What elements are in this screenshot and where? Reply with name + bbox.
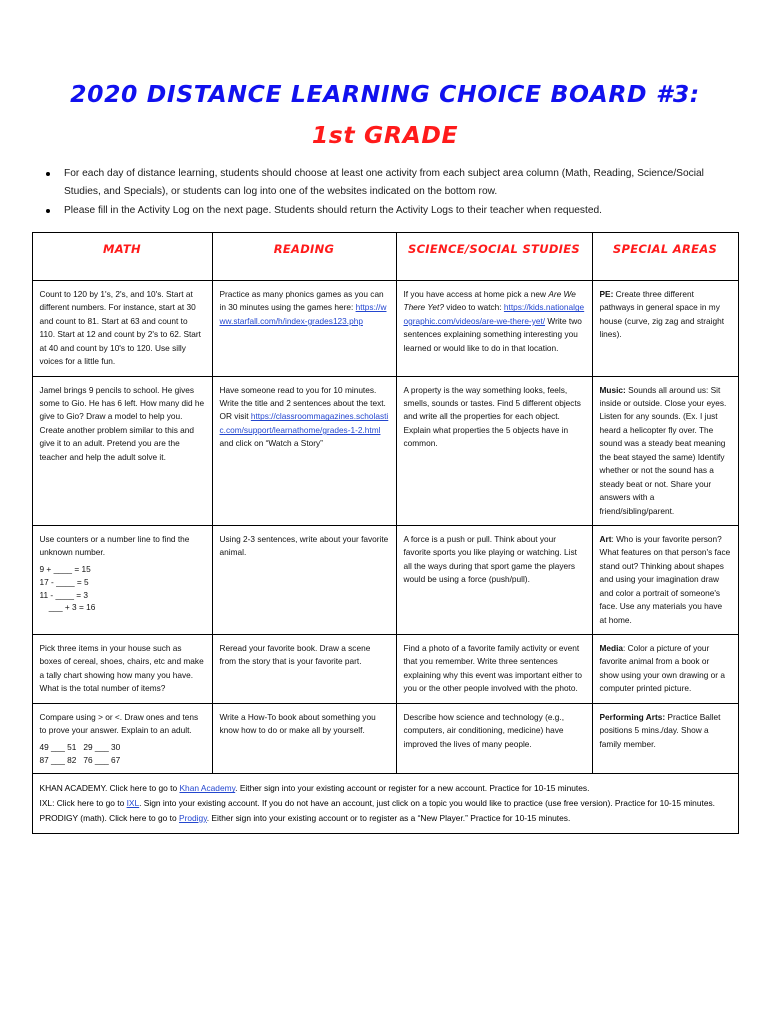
website-line-prodigy	[40, 811, 731, 826]
cell-science-3	[396, 525, 592, 634]
cell-text: Have someone read to you for 10 minutes. Write the title and 2 sentences about the text. OR visit	[219, 384, 386, 422]
choice-board-table	[32, 232, 739, 834]
cell-math-5	[32, 703, 212, 774]
equation: ___ + 3 = 16	[39, 602, 96, 613]
page-title: 2020 DISTANCE LEARNING CHOICE BOARD #3:	[70, 80, 700, 108]
cell-text: Create three different pathways in general space in my house (curve, zig zag and straight lines).	[599, 288, 725, 340]
cell-text: : Who is your favorite person? What features on that person's face stand out? Thinking about shapes and using your imagination draw and color a portrait of someone's face. Use any materials you have at home.	[599, 533, 731, 625]
cell-special-3	[592, 525, 738, 634]
column-header-special: SPECIAL AREAS	[592, 232, 738, 280]
ixl-link[interactable]: IXL	[126, 798, 140, 809]
cell-text: Using 2-3 sentences, write about your favorite animal.	[219, 533, 389, 558]
table-row	[32, 635, 738, 704]
table-row	[32, 525, 738, 634]
cell-special-1	[592, 280, 738, 376]
cell-text: Reread your favorite book. Draw a scene from the story that is your favorite part.	[219, 643, 371, 667]
cell-special-5	[592, 703, 738, 774]
cell-science-1	[396, 280, 592, 376]
comparison-list	[40, 741, 205, 767]
website-line-ixl	[40, 796, 731, 811]
cell-science-5	[396, 703, 592, 774]
table-row	[32, 703, 738, 774]
websites-cell	[32, 774, 738, 833]
instruction-item: Please fill in the Activity Log on the next page. Students should return the Activity Logs to their teacher when requested.	[44, 202, 742, 220]
starfall-link[interactable]: https://www.starfall.com/h/index-grades123.php	[219, 302, 387, 326]
khan-academy-link[interactable]: Khan Academy	[179, 783, 236, 794]
equation: 9 + ____ = 15	[39, 563, 91, 574]
cell-reading-4	[212, 635, 396, 704]
cell-text: Practice as many phonics games as you can in 30 minutes using the games here:	[219, 288, 384, 313]
column-header-reading: READING	[212, 232, 396, 280]
instruction-item: For each day of distance learning, students should choose at least one activity from each subject area column (Math, Reading, Science/Social Studies, and Specials), or students can log into one of the websites indicated on the bottom row.	[44, 165, 742, 200]
cell-reading-2	[212, 376, 396, 525]
scholastic-link[interactable]: https://classroommagazines.scholastic.com/support/learnathome/grades-1-2.html	[219, 411, 389, 435]
cell-text: : Color a picture of your favorite animal from a book or show using your own drawing or a computer printed picture.	[599, 643, 725, 694]
website-text: IXL: Click here to go to	[39, 798, 127, 809]
cell-science-2	[396, 376, 592, 525]
cell-reading-1	[212, 280, 396, 376]
cell-text: Write a How-To book about something you know how to do or make all by yourself.	[219, 711, 376, 736]
table-row	[32, 376, 738, 525]
comparison: 87 ___ 82 76 ___ 67	[39, 754, 121, 765]
cell-math-2	[32, 376, 212, 525]
cell-text: Find a photo of a favorite family activity or event that you remember. Write three sentences explaining why this event was important either to you or the other people involved with the photo.	[403, 643, 582, 694]
cell-reading-5	[212, 703, 396, 774]
cell-text: Describe how science and technology (e.g., computers, air conditioning, medicine) have improved the lives of many people.	[403, 711, 564, 749]
subject-label: Media	[599, 643, 624, 654]
subject-label: Performing Arts:	[599, 711, 666, 722]
column-header-science: SCIENCE/SOCIAL STUDIES	[396, 232, 592, 280]
cell-text: A force is a push or pull. Think about your favorite sports you like playing or watching. List all the ways during that sport game the players would be using a force (push/pull).	[403, 533, 577, 585]
table-row	[32, 280, 738, 376]
equation-list	[40, 563, 205, 614]
cell-text: If you have access at home pick a new	[403, 288, 549, 299]
prodigy-link[interactable]: Prodigy	[178, 812, 207, 823]
cell-math-1	[32, 280, 212, 376]
cell-special-4	[592, 635, 738, 704]
table-footer-row	[32, 774, 738, 833]
cell-text: Jamel brings 9 pencils to school. He gives some to Gio. He has 6 left. How many did he give to Gio? Draw a model to help you. Create another problem similar to this and give it to an adult. Pretend you are the teacher and help the adult solve it.	[39, 384, 205, 462]
cell-text: Pick three items in your house such as boxes of cereal, shoes, chairs, etc and make a tally chart showing how many you have. What is the total number of items?	[39, 643, 204, 694]
cell-text: Sounds all around us: Sit inside or outside. Close your eyes. Listen for any sounds. (Ex. I just heard a helicopter fly over. The sound was a steady beat meaning the beat stayed the same) Identify whether or not the sound has a steady beat or not. Share your answers with a friend/sibling/parent.	[599, 384, 727, 516]
website-text: . Either sign into your existing account or to register as a “New Player.” Practice for 10-15 minutes.	[206, 812, 571, 823]
subject-label: PE:	[599, 288, 614, 299]
title-block	[0, 0, 770, 147]
website-text: KHAN ACADEMY. Click here to go to	[39, 783, 180, 794]
table-header-row	[32, 232, 738, 280]
cell-text: Practice Ballet positions 5 mins./day. Show a family member.	[599, 711, 721, 749]
cell-reading-3	[212, 525, 396, 634]
cell-science-4	[396, 635, 592, 704]
subject-label: Music:	[599, 384, 626, 395]
equation: 11 - ____ = 3	[39, 589, 89, 600]
table-body	[32, 280, 738, 833]
cell-text: Compare using > or <. Draw ones and tens to prove your answer. Explain to an adult.	[39, 711, 199, 736]
page-subtitle: 1st GRADE	[311, 120, 459, 149]
column-header-math: MATH	[32, 232, 212, 280]
cell-text: Count to 120 by 1's, 2's, and 10's. Start at different numbers. For instance, start at 30 and count to 81. Start at 63 and count to 110. Start at 12 and count by 2's to 62. Start at 40 and count by 10's to 120. Use silly voices for a little fun.	[39, 288, 201, 367]
cell-math-4	[32, 635, 212, 704]
website-text: . Either sign into your existing account or register for a new account. Practice for 10-15 minutes.	[235, 783, 590, 794]
cell-text: Write two sentences explaining something interesting you learned or would like to do in that location.	[403, 315, 582, 353]
cell-special-2	[592, 376, 738, 525]
instructions-list	[0, 165, 770, 220]
website-text: PRODIGY (math). Click here to go to	[39, 812, 179, 823]
cell-text: video to watch:	[443, 302, 502, 313]
website-text: . Sign into your existing account. If you do not have an account, just click on a topic you would like to practice (use free version). Practice for 10-15 minutes.	[139, 798, 715, 809]
subject-label: Art	[599, 533, 612, 544]
equation: 17 - ____ = 5	[39, 576, 89, 587]
comparison: 49 ___ 51 29 ___ 30	[39, 741, 121, 752]
website-line-khan	[40, 781, 731, 796]
video-title: Are We There Yet?	[403, 288, 576, 313]
cell-text: Use counters or a number line to find the unknown number.	[39, 533, 190, 558]
cell-text: A property is the way something looks, feels, smells, sounds or tastes. Find 5 different objects and write all the properties for each object. Explain what properties the 5 objects have in common.	[403, 384, 581, 449]
natgeo-link[interactable]: https://kids.nationalgeographic.com/videos/are-we-there-yet/	[403, 302, 585, 326]
cell-text: and click on “Watch a Story”	[219, 438, 323, 449]
cell-math-3	[32, 525, 212, 634]
